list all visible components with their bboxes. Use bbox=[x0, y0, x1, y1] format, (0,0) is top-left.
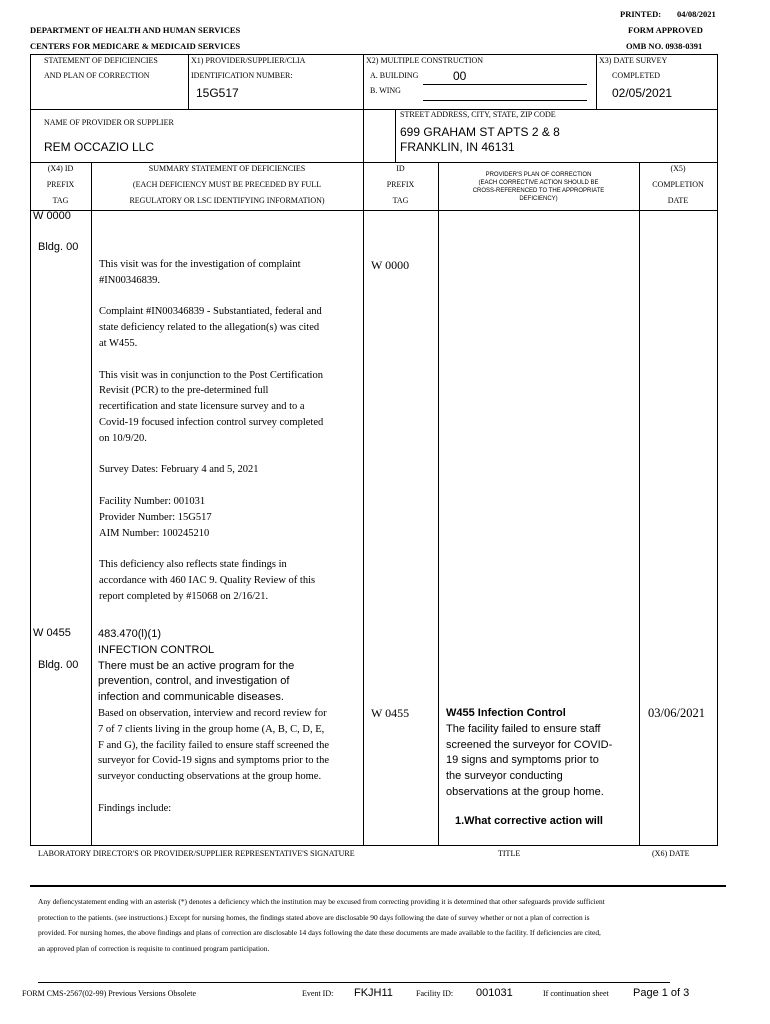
x4-header-1: (X4) ID bbox=[47, 164, 74, 173]
id-header-2: PREFIX bbox=[386, 180, 415, 189]
address-label: STREET ADDRESS, CITY, STATE, ZIP CODE bbox=[400, 110, 556, 119]
building-value: 00 bbox=[453, 69, 467, 83]
facility-id-label: Facility ID: bbox=[416, 989, 454, 998]
entry2-regulation-text: There must be an active program for the prevention, control, and investigation of infection and communicable diseases. bbox=[98, 659, 295, 704]
summary-header-1: SUMMARY STATEMENT OF DEFICIENCIES bbox=[148, 164, 306, 173]
provider-name-label: NAME OF PROVIDER OR SUPPLIER bbox=[44, 118, 174, 127]
entry1-para-1: This visit was for the investigation of complaint #IN00346839. bbox=[99, 259, 301, 286]
entry1-para-4: Survey Dates: February 4 and 5, 2021 bbox=[99, 464, 259, 476]
centers-name: CENTERS FOR MEDICARE & MEDICAID SERVICES bbox=[30, 41, 241, 51]
address-line-1: 699 GRAHAM ST APTS 2 & 8 bbox=[400, 125, 560, 139]
x5-header-1: (X5) bbox=[670, 164, 686, 173]
entry2-regulation: 483.470(l)(1) bbox=[98, 628, 161, 640]
x1-label-1: X1) PROVIDER/SUPPLIER/CLIA bbox=[191, 56, 306, 65]
omb-number: OMB NO. 0938-0391 bbox=[626, 41, 703, 51]
id-header-3: TAG bbox=[392, 196, 409, 205]
x5-header-2: COMPLETION bbox=[652, 180, 704, 189]
department-name: DEPARTMENT OF HEALTH AND HUMAN SERVICES bbox=[30, 25, 241, 35]
continuation-label: If continuation sheet bbox=[543, 989, 609, 998]
statement-label-2: AND PLAN OF CORRECTION bbox=[44, 71, 150, 80]
form-number: FORM CMS-2567(02-99) Previous Versions Obsolete bbox=[22, 989, 197, 998]
date-label: (X6) DATE bbox=[652, 849, 690, 858]
plan-header-2: (EACH CORRECTIVE ACTION SHOULD BE bbox=[478, 180, 599, 186]
title-label: TITLE bbox=[498, 849, 521, 858]
x4-header-2: PREFIX bbox=[46, 180, 75, 189]
plan-header-4: DEFICIENCY) bbox=[519, 196, 558, 202]
x2-label: X2) MULTIPLE CONSTRUCTION bbox=[366, 56, 484, 65]
entry2-plan-next: 1.What corrective action will bbox=[455, 815, 603, 827]
printed-date: 04/08/2021 bbox=[677, 9, 716, 19]
summary-header-2: (EACH DEFICIENCY MUST BE PRECEDED BY FULL bbox=[132, 180, 322, 189]
entry2-summary bbox=[98, 627, 330, 817]
entry1-para-6: This deficiency also reflects state findings in accordance with 460 IAC 9. Quality Review of this report completed by #15068 on 2/16/21. bbox=[99, 559, 316, 602]
building-label: A. BUILDING bbox=[370, 71, 419, 80]
entry2-plan-text: The facility failed to ensure staff screened the surveyor for COVID-19 signs and symptoms prior to the surveyor conducting observations at the group home. bbox=[446, 722, 613, 798]
page-number: Page 1 of 3 bbox=[633, 987, 690, 999]
entry1-para-3: This visit was in conjunction to the Post Certification Revisit (PCR) to the pre-determined full recertification and state licensure survey and to a Covid-19 focused infection control survey completed on 10/9/20. bbox=[99, 369, 324, 444]
summary-header-3: REGULATORY OR LSC IDENTIFYING INFORMATION) bbox=[129, 196, 325, 205]
entry2-id: W 0455 bbox=[371, 706, 410, 720]
entry2-tag: W 0455 bbox=[33, 627, 71, 639]
x3-label-2: COMPLETED bbox=[612, 71, 660, 80]
entry1-para-2: Complaint #IN00346839 - Substantiated, federal and state deficiency related to the allegation(s) was cited at W455. bbox=[99, 306, 322, 349]
id-header-1: ID bbox=[396, 164, 405, 173]
provider-id-value: 15G517 bbox=[196, 86, 239, 100]
entry2-plan bbox=[446, 706, 626, 801]
facility-id-value: 001031 bbox=[476, 987, 513, 999]
provider-name-value: REM OCCAZIO LLC bbox=[44, 140, 155, 154]
footnote: Any defiencystatement ending with an asterisk (*) denotes a deficiency which the institution may be excused from correcting providing it is determined that other safeguards provide sufficient protection to the patients. (see instructions.) Except for nursing homes, the findings stated above are disclosable 90 days following the date of survey whether or not a plan of correction is provided. For nursing homes, the above findings and plans of correction are disclosable 14 days following the date these documents are made available to the facility. If deficiencies are cited, an approved plan of correction is requisite to continued program participation. bbox=[38, 897, 605, 953]
entry2-completion-date: 03/06/2021 bbox=[648, 706, 705, 720]
x5-header-3: DATE bbox=[667, 196, 689, 205]
entry2-regulation-title: INFECTION CONTROL bbox=[98, 643, 215, 656]
entry2-plan-title: W455 Infection Control bbox=[446, 707, 566, 719]
statement-label-1: STATEMENT OF DEFICIENCIES bbox=[44, 56, 158, 65]
printed-label: PRINTED: bbox=[620, 9, 662, 19]
entry2-building: Bldg. 00 bbox=[38, 659, 79, 671]
x4-header-3: TAG bbox=[52, 196, 69, 205]
plan-header-3: CROSS-REFERENCED TO THE APPROPRIATE bbox=[472, 188, 605, 194]
entry1-para-5: Facility Number: 001031 Provider Number: 15G517 AIM Number: 100245210 bbox=[99, 495, 212, 539]
x3-label-1: X3) DATE SURVEY bbox=[599, 56, 668, 65]
event-id-value: FKJH11 bbox=[354, 987, 393, 999]
entry2-findings: Findings include: bbox=[98, 802, 172, 814]
entry2-observation: Based on observation, interview and record review for 7 of 7 clients living in the group home (A, B, C, D, E, F and G), the facility failed to ensure staff screened the surveyor for Covid-19 signs and symptoms prior to the surveyor conducting observations at the group home. bbox=[98, 707, 330, 783]
entry1-summary bbox=[99, 257, 329, 620]
entry1-tag: W 0000 bbox=[33, 210, 71, 222]
form-approved: FORM APPROVED bbox=[628, 25, 703, 35]
entry1-building: Bldg. 00 bbox=[38, 241, 79, 253]
plan-header-1: PROVIDER'S PLAN OF CORRECTION bbox=[485, 172, 592, 178]
signature-label: LABORATORY DIRECTOR'S OR PROVIDER/SUPPLIER REPRESENTATIVE'S SIGNATURE bbox=[38, 849, 355, 858]
wing-label: B. WING bbox=[370, 86, 401, 95]
survey-date-value: 02/05/2021 bbox=[612, 86, 673, 100]
entry1-id: W 0000 bbox=[371, 258, 410, 272]
x1-label-2: IDENTIFICATION NUMBER: bbox=[191, 71, 293, 80]
address-line-2: FRANKLIN, IN 46131 bbox=[400, 140, 515, 154]
event-id-label: Event ID: bbox=[302, 989, 334, 998]
